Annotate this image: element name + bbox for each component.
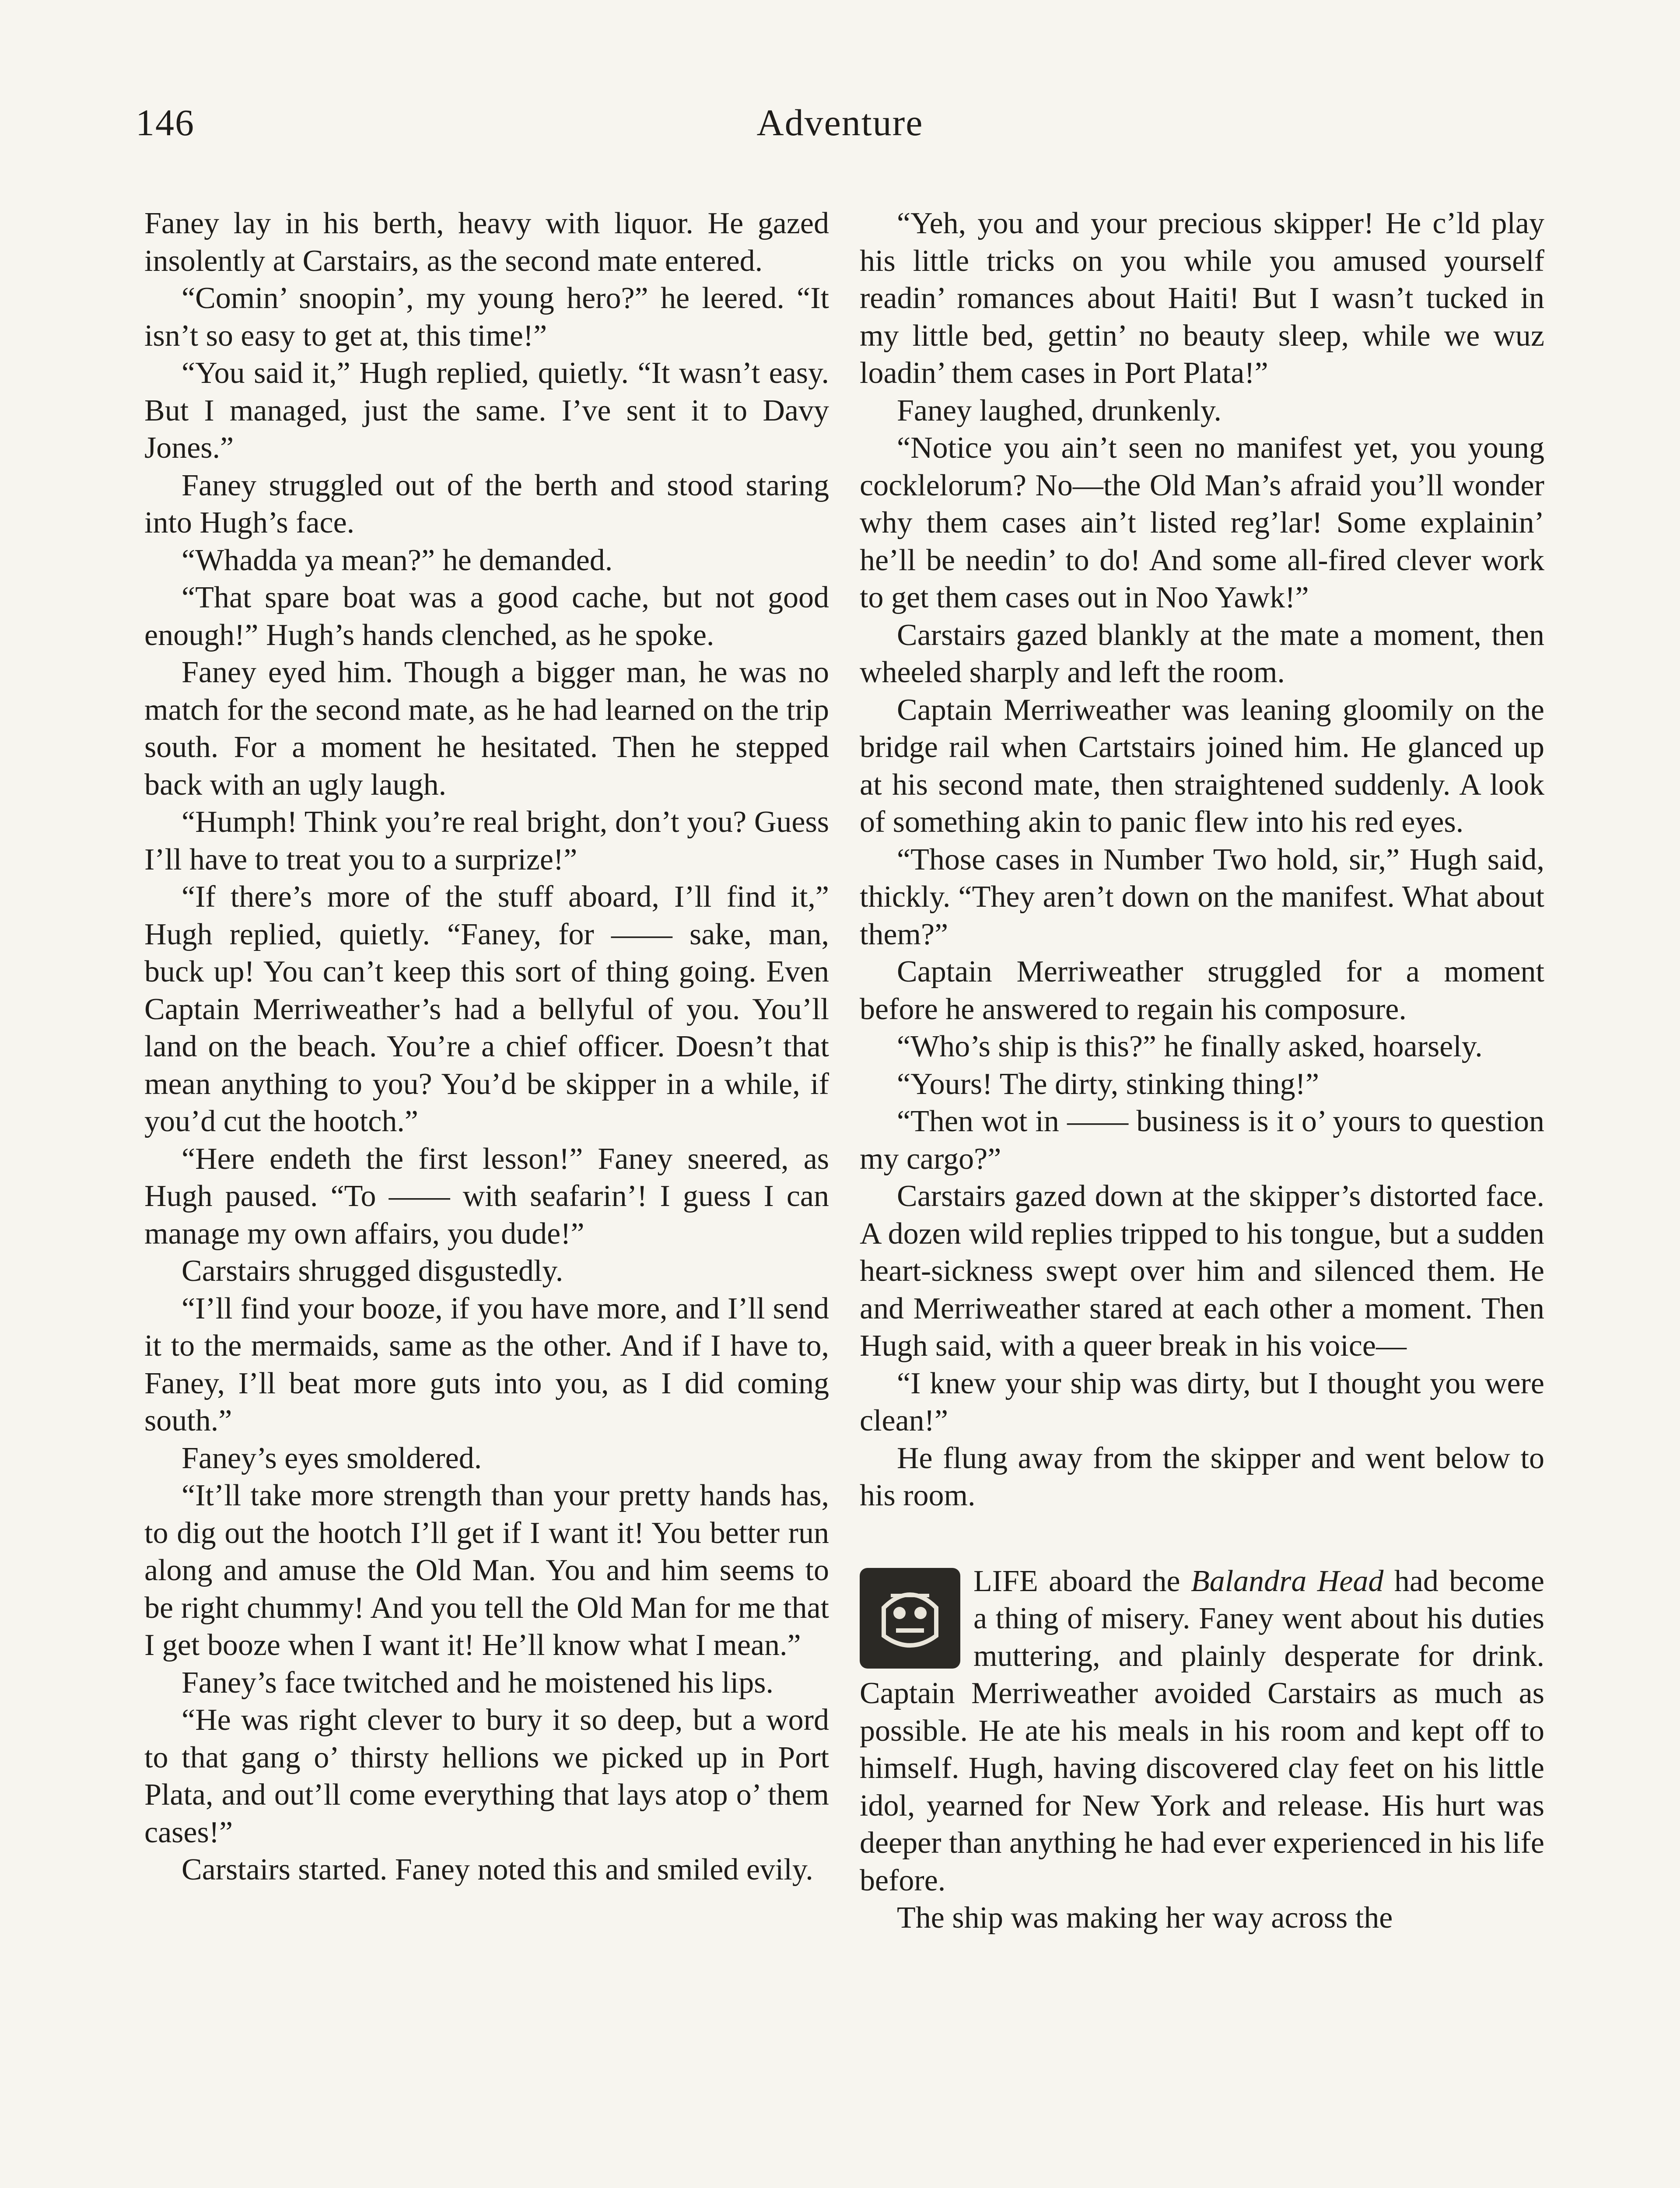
carved-mask-ornament-icon — [860, 1568, 960, 1669]
paragraph: “Humph! Think you’re real bright, don’t you? Guess I’ll have to treat you to a surprize!” — [144, 805, 829, 877]
paragraph: Carstairs gazed down at the skipper’s distorted face. A dozen wild replies tripped to his tongue, but a sudden heart-sickness swept over him and silenced them. He and Merriweather stared at each other a moment. Then Hugh said, with a queer break in his voice— — [860, 1179, 1544, 1363]
paragraph: The ship was making her way across the — [897, 1901, 1393, 1935]
paragraph: Faney lay in his berth, heavy with liquor. He gazed insolently at Carstairs, as the second mate entered. — [144, 207, 829, 278]
paragraph: “It’ll take more strength than your pretty hands has, to dig out the hootch I’ll get if I want it! You better run along and amuse the Old Man. You and him seems to be right chummy! And you tell the Old Man for me that I get booze when I want it! He’ll know what I mean.” — [144, 1479, 829, 1662]
paragraph: “I’ll find your booze, if you have more, and I’ll send it to the mermaids, same as the other. And if I have to, Faney, I’ll beat more guts into you, as I did coming south.” — [144, 1291, 829, 1438]
paragraph: Faney struggled out of the berth and stood staring into Hugh’s face. — [144, 468, 829, 540]
page-number: 146 — [136, 102, 195, 144]
running-title: Adventure — [756, 102, 924, 144]
left-column — [144, 205, 829, 2188]
paragraph: Faney’s face twitched and he moistened his lips. — [182, 1666, 774, 1700]
paragraph: “Then wot in —— business is it o’ yours to question my cargo?” — [860, 1105, 1544, 1176]
paragraph: “Who’s ship is this?” he finally asked, hoarsely. — [897, 1030, 1483, 1063]
paragraph: “That spare boat was a good cache, but not good enough!” Hugh’s hands clenched, as he spoke. — [144, 581, 829, 652]
paragraph: “Whadda ya mean?” he demanded. — [182, 543, 613, 577]
paragraph: “If there’s more of the stuff aboard, I’ll find it,” Hugh replied, quietly. “Faney, for —— sake, man, buck up! You can’t keep this sort of thing going. Even Captain Merriweather’s had a bellyful of you. You’ll land on the beach. You’re a chief officer. Doesn’t that mean anything to you? You’d be skipper in a while, if you’d cut the hootch.” — [144, 880, 829, 1138]
paragraph: Faney eyed him. Though a bigger man, he was no match for the second mate, as he had learned on the trip south. For a moment he hesitated. Then he stepped back with an ugly laugh. — [144, 656, 829, 802]
page-header — [131, 101, 1549, 153]
paragraph: “He was right clever to bury it so deep, but a word to that gang o’ thirsty hellions we picked up in Port Plata, and out’ll come everything that lays atop o’ them cases!” — [144, 1703, 829, 1849]
right-column — [860, 205, 1544, 2188]
paragraph: “Comin’ snoopin’, my young hero?” he leered. “It isn’t so easy to get at, this time!” — [144, 281, 829, 353]
paragraph: Carstairs started. Faney noted this and smiled evily. — [182, 1853, 813, 1886]
paragraph: Carstairs shrugged disgustedly. — [182, 1254, 564, 1288]
paragraph: “Notice you ain’t seen no manifest yet, you young cocklelorum? No—the Old Man’s afraid you’ll wonder why them cases ain’t listed reg’lar! Some explainin’ he’ll be needin’ to do! And some all-fired clever work to get them cases out in Noo Yawk!” — [860, 431, 1544, 614]
section-lead: LIFE aboard the — [973, 1564, 1191, 1598]
paragraph: “Yours! The dirty, stinking thing!” — [897, 1067, 1320, 1101]
paragraph: Faney’s eyes smoldered. — [182, 1441, 482, 1475]
paragraph: Captain Merriweather was leaning gloomily on the bridge rail when Cartstairs joined him. He glanced up at his second mate, then straightened suddenly. A look of something akin to panic flew into his red eyes. — [860, 693, 1544, 839]
paragraph: Carstairs gazed blankly at the mate a moment, then wheeled sharply and left the room. — [860, 618, 1544, 689]
ship-name: Balandra Head — [1190, 1564, 1384, 1598]
paragraph: “Those cases in Number Two hold, sir,” Hugh said, thickly. “They aren’t down on the manifest. What about them?” — [860, 842, 1544, 951]
section-opening-paragraph — [860, 1563, 1544, 1900]
paragraph: “Yeh, you and your precious skipper! He c’ld play his little tricks on you while you amused yourself readin’ romances about Haiti! But I wasn’t tucked in my little bed, gettin’ no beauty sleep, while we wuz loadin’ them cases in Port Plata!” — [860, 207, 1544, 390]
paragraph: “You said it,” Hugh replied, quietly. “It wasn’t easy. But I managed, just the same. I’ve sent it to Davy Jones.” — [144, 356, 829, 465]
paragraph: “Here endeth the first lesson!” Faney sneered, as Hugh paused. “To —— with seafarin’! I guess I can manage my own affairs, you dude!” — [144, 1142, 829, 1251]
paragraph: Faney laughed, drunkenly. — [897, 393, 1222, 428]
paragraph: “I knew your ship was dirty, but I thought you were clean!” — [860, 1366, 1544, 1438]
section-body: had become a thing of misery. Faney went about his duties muttering, and plainly desperate for drink. Captain Merriweather avoided Carstairs as much as possible. He ate his meals in his room and kept off to himself. Hugh, having discovered clay feet on his little idol, yearned for New York and release. His hurt was deeper than anything he had ever experienced in his life before. — [860, 1564, 1544, 1897]
paragraph: He flung away from the skipper and went below to his room. — [860, 1441, 1544, 1512]
paragraph: Captain Merriweather struggled for a moment before he answered to regain his composure. — [860, 955, 1544, 1026]
